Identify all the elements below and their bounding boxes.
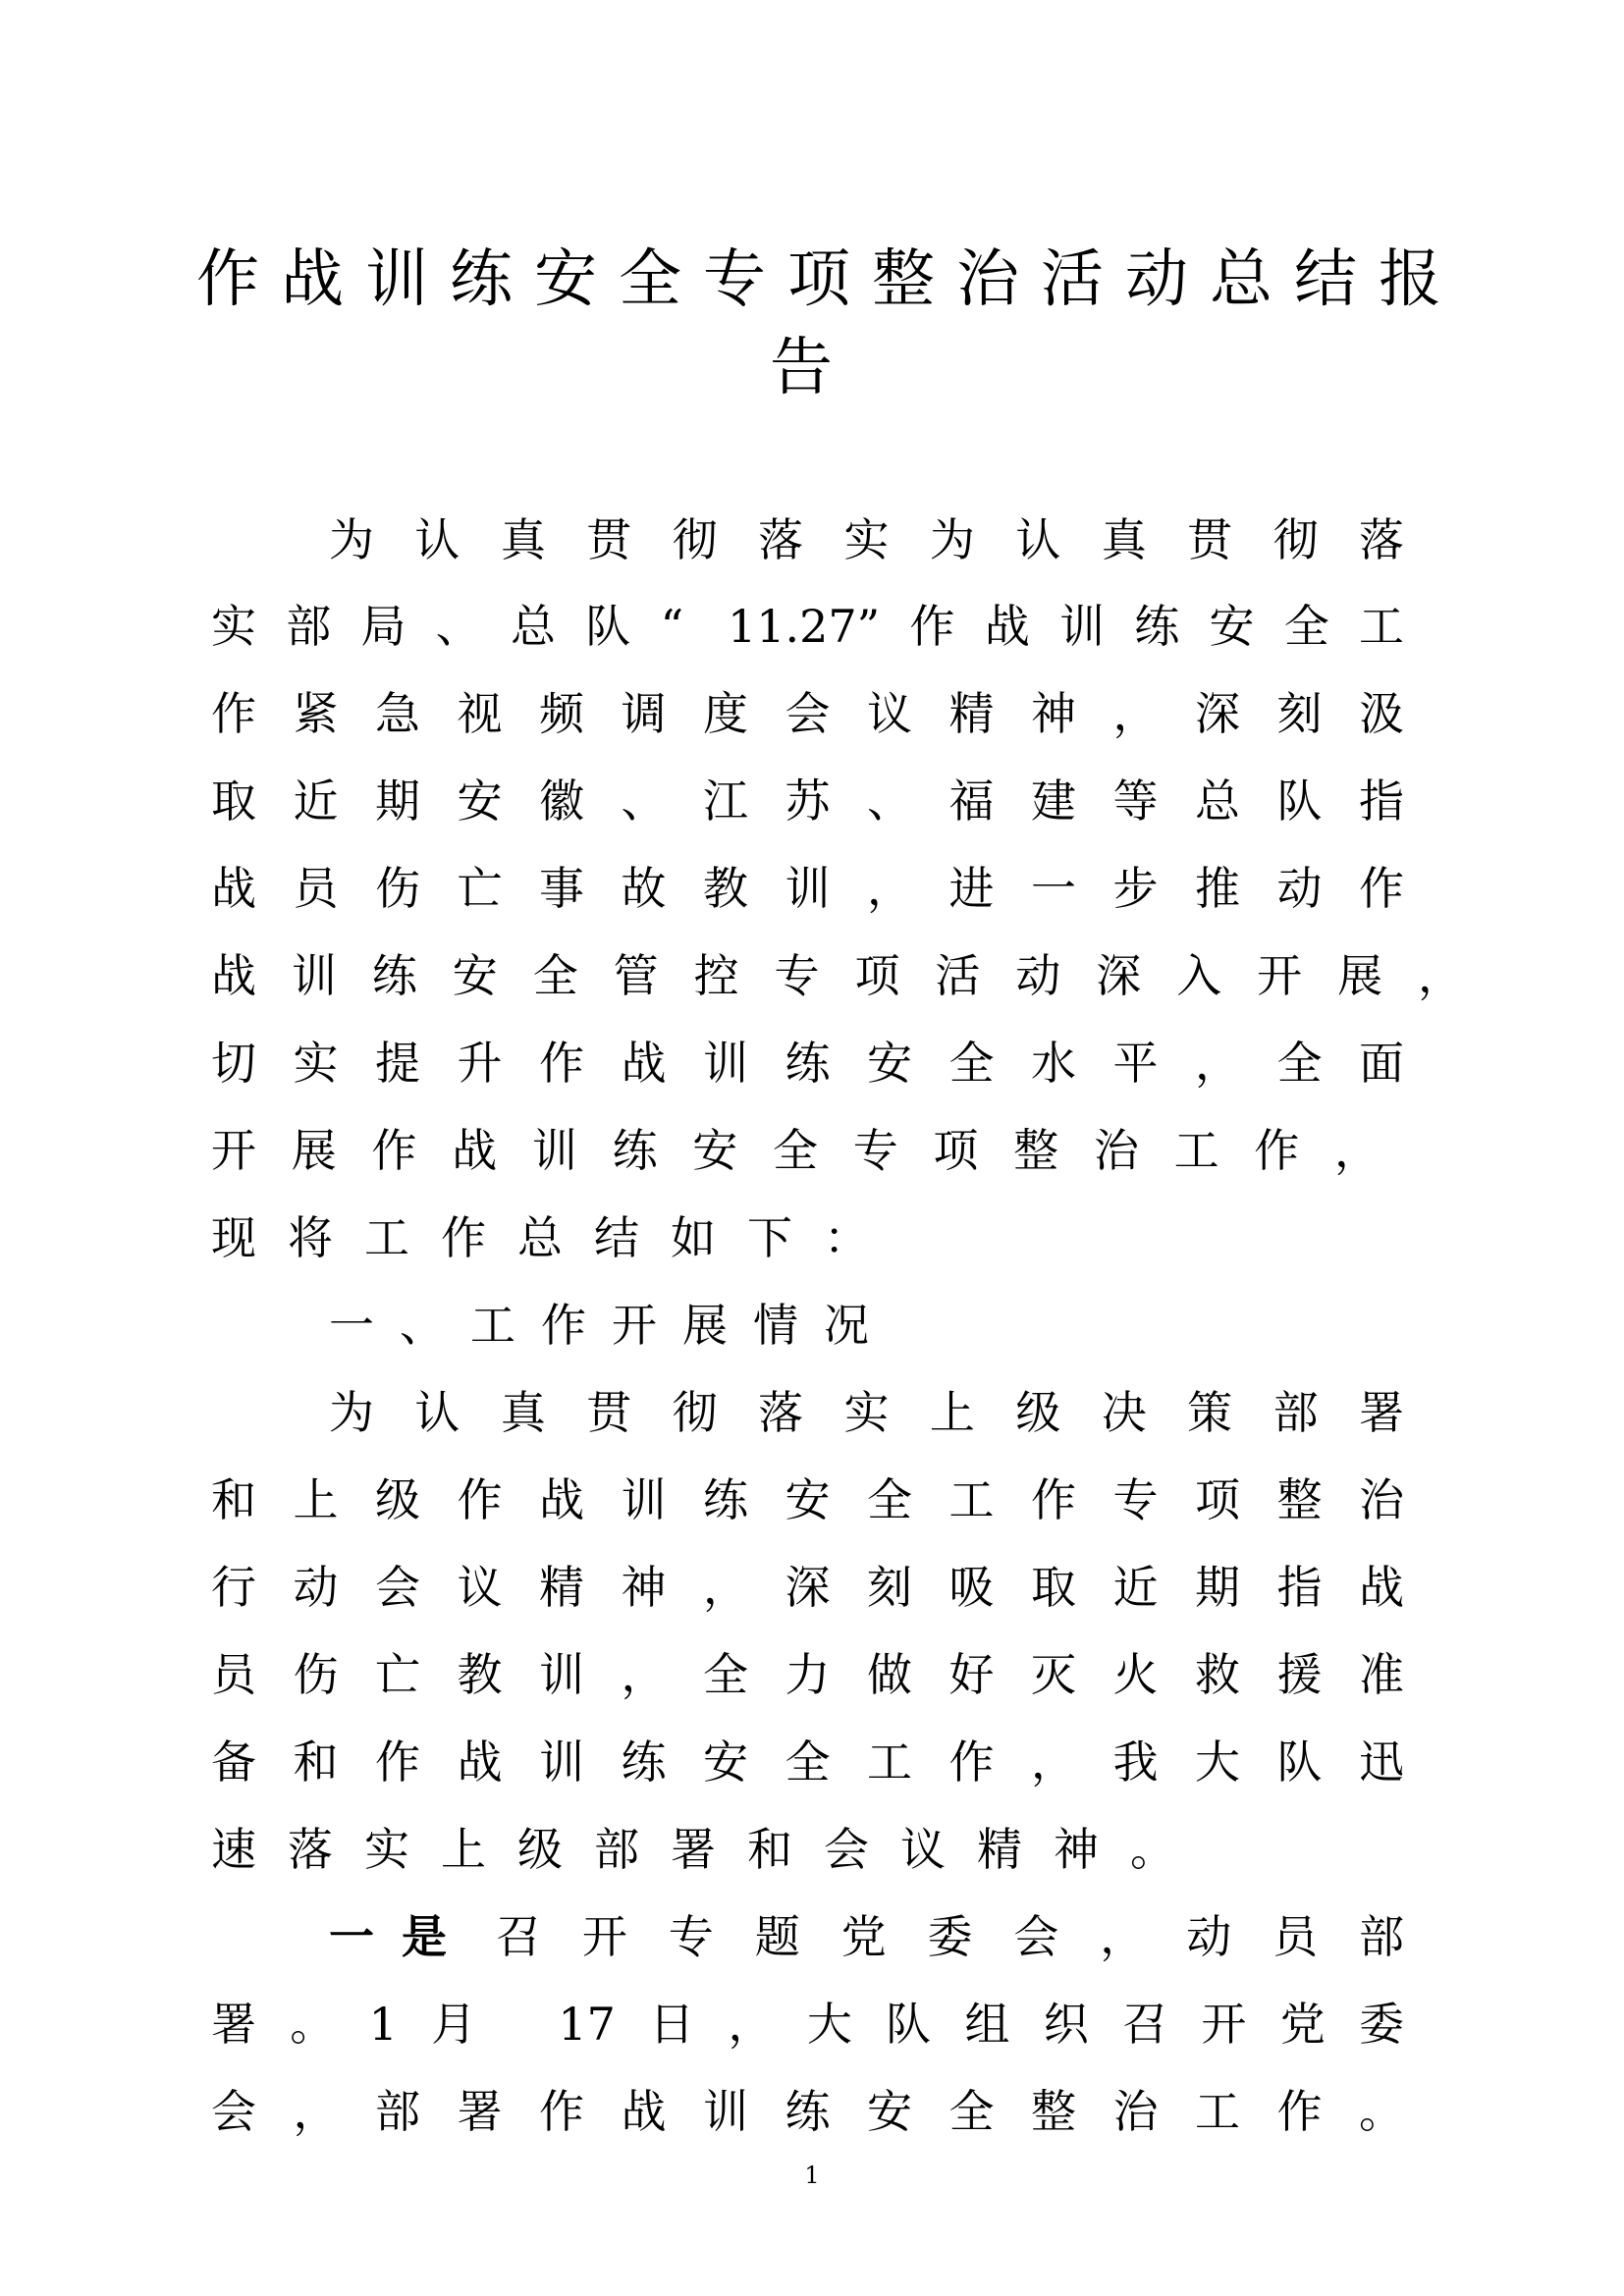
body-line: 备和作战训练安全工作，我大队迅 xyxy=(211,1735,1404,1789)
bold-lead: 一是 xyxy=(329,1910,447,1963)
section-heading: 一、工作开展情况 xyxy=(329,1299,894,1352)
body-line: 署。1月 17日，大队组织召开党委 xyxy=(211,1998,1404,2051)
page-number: 1 xyxy=(804,2162,820,2189)
body-line: 速落实上级部署和会议精神。 xyxy=(211,1823,1207,1876)
body-line: 作紧急视频调度会议精神，深刻汲 xyxy=(211,687,1404,740)
body-line: 和上级作战训练安全工作专项整治 xyxy=(211,1473,1404,1526)
body-line: 为认真贯彻落实为认真贯彻落 xyxy=(329,513,1404,566)
body-line: 会，部署作战训练安全整治工作。 xyxy=(211,2085,1404,2138)
body-line: 员伤亡教训，全力做好灭火救援准 xyxy=(211,1648,1404,1701)
body-line: 切实提升作战训练安全水平，全面 xyxy=(211,1037,1404,1090)
body-line: 为认真贯彻落实上级决策部署 xyxy=(329,1386,1404,1439)
body-line: 行动会议精神，深刻吸取近期指战 xyxy=(211,1561,1404,1614)
body-line: 开展作战训练安全专项整治工作， xyxy=(211,1124,1380,1177)
body-line: 现将工作总结如下： xyxy=(211,1211,900,1264)
document-title-line-1: 作战训练安全专项整治活动总结报 xyxy=(196,243,1463,316)
body-line: 战训练安全管控专项活动深入开展， xyxy=(211,949,1463,1002)
body-line: 召开专题党委会，动员部 xyxy=(496,1910,1404,1963)
body-line: 实部局、总队“ 11.27”作战训练安全工 xyxy=(211,600,1404,653)
document-title-line-2: 告 xyxy=(770,332,854,404)
body-line: 战员伤亡事故教训，进一步推动作 xyxy=(211,862,1404,915)
body-line: 取近期安徽、江苏、福建等总队指 xyxy=(211,774,1404,828)
bold-lead-text xyxy=(329,1907,447,1966)
